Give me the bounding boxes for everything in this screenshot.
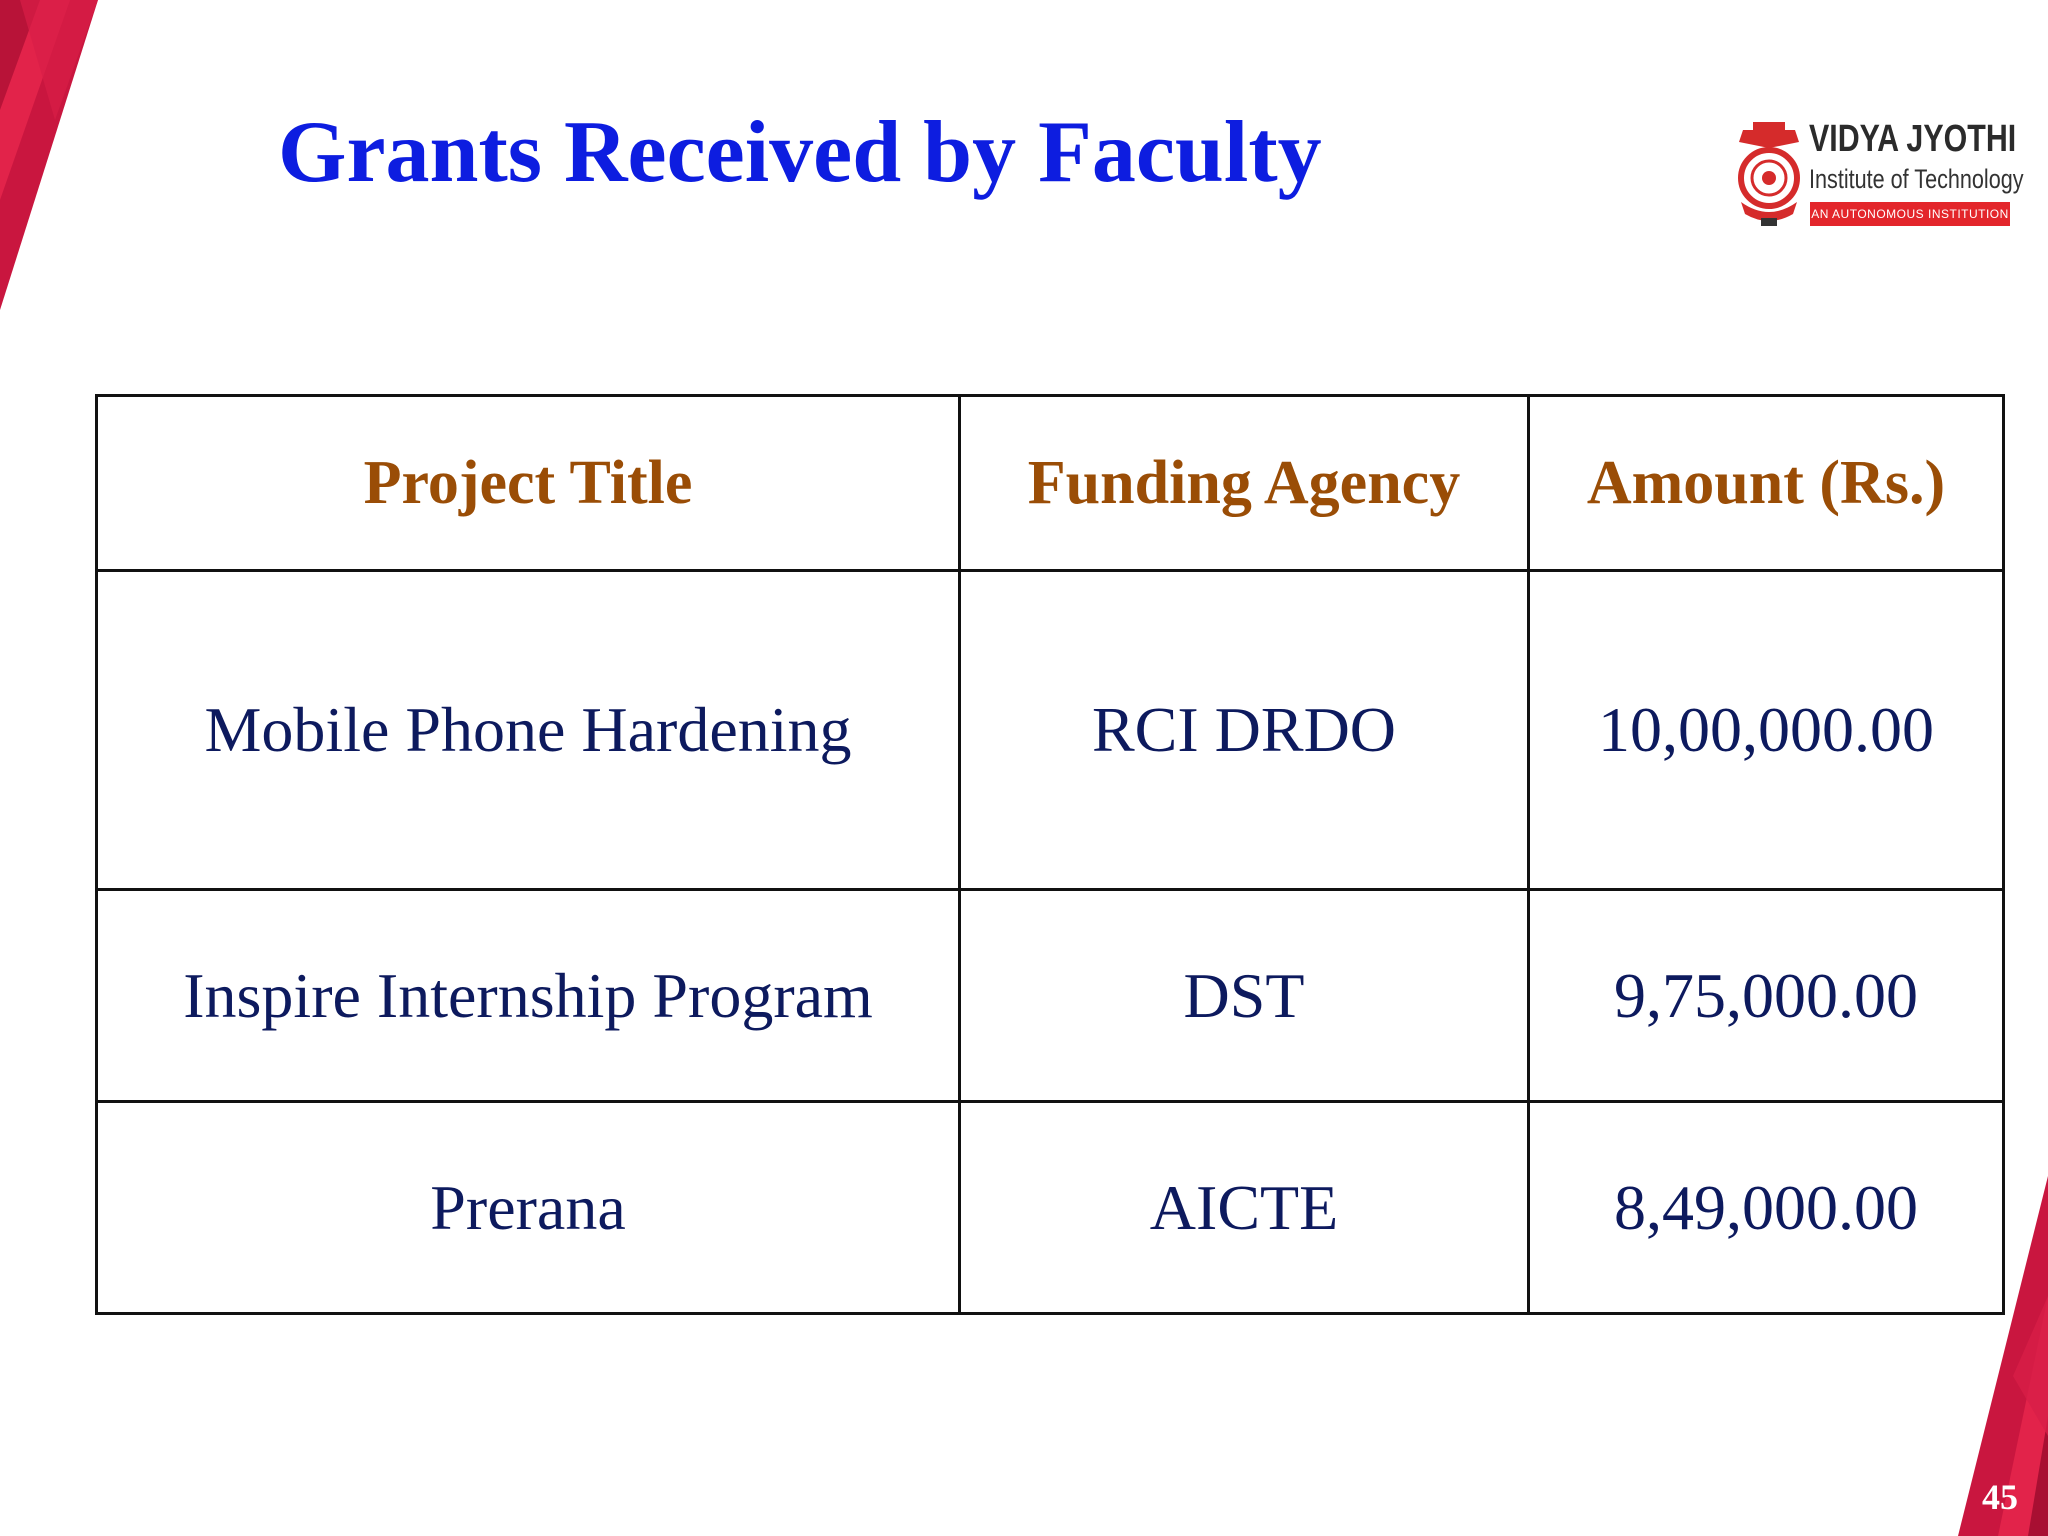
table-row: [97, 890, 2004, 1102]
table-row: [97, 1102, 2004, 1314]
cell-amount: 8,49,000.00: [1529, 1102, 2004, 1314]
cell-amount: 10,00,000.00: [1529, 571, 2004, 890]
header-funding-agency: Funding Agency: [960, 396, 1529, 571]
institute-logo: [1733, 118, 2024, 233]
table-row: [97, 571, 2004, 890]
institute-emblem-icon: [1733, 122, 1805, 230]
cell-project-title: Inspire Internship Program: [97, 890, 960, 1102]
slide-title: Grants Received by Faculty: [278, 104, 1322, 201]
cell-amount: 9,75,000.00: [1529, 890, 2004, 1102]
header-amount: Amount (Rs.): [1529, 396, 2004, 571]
cell-project-title: Prerana: [97, 1102, 960, 1314]
page-number: 45: [1982, 1477, 2018, 1517]
grants-table: [95, 394, 2005, 1315]
header-project-title: Project Title: [97, 396, 960, 571]
cell-funding-agency: AICTE: [960, 1102, 1529, 1314]
logo-subtitle: Institute of Technology: [1809, 164, 2024, 194]
cell-funding-agency: DST: [960, 890, 1529, 1102]
logo-tagline: AN AUTONOMOUS INSTITUTION: [1810, 202, 2010, 226]
cell-funding-agency: RCI DRDO: [960, 571, 1529, 890]
table-header-row: [97, 396, 2004, 571]
logo-name: VIDYA JYOTHI: [1809, 118, 2017, 160]
corner-decoration-top-left: [0, 0, 100, 320]
cell-project-title: Mobile Phone Hardening: [97, 571, 960, 890]
